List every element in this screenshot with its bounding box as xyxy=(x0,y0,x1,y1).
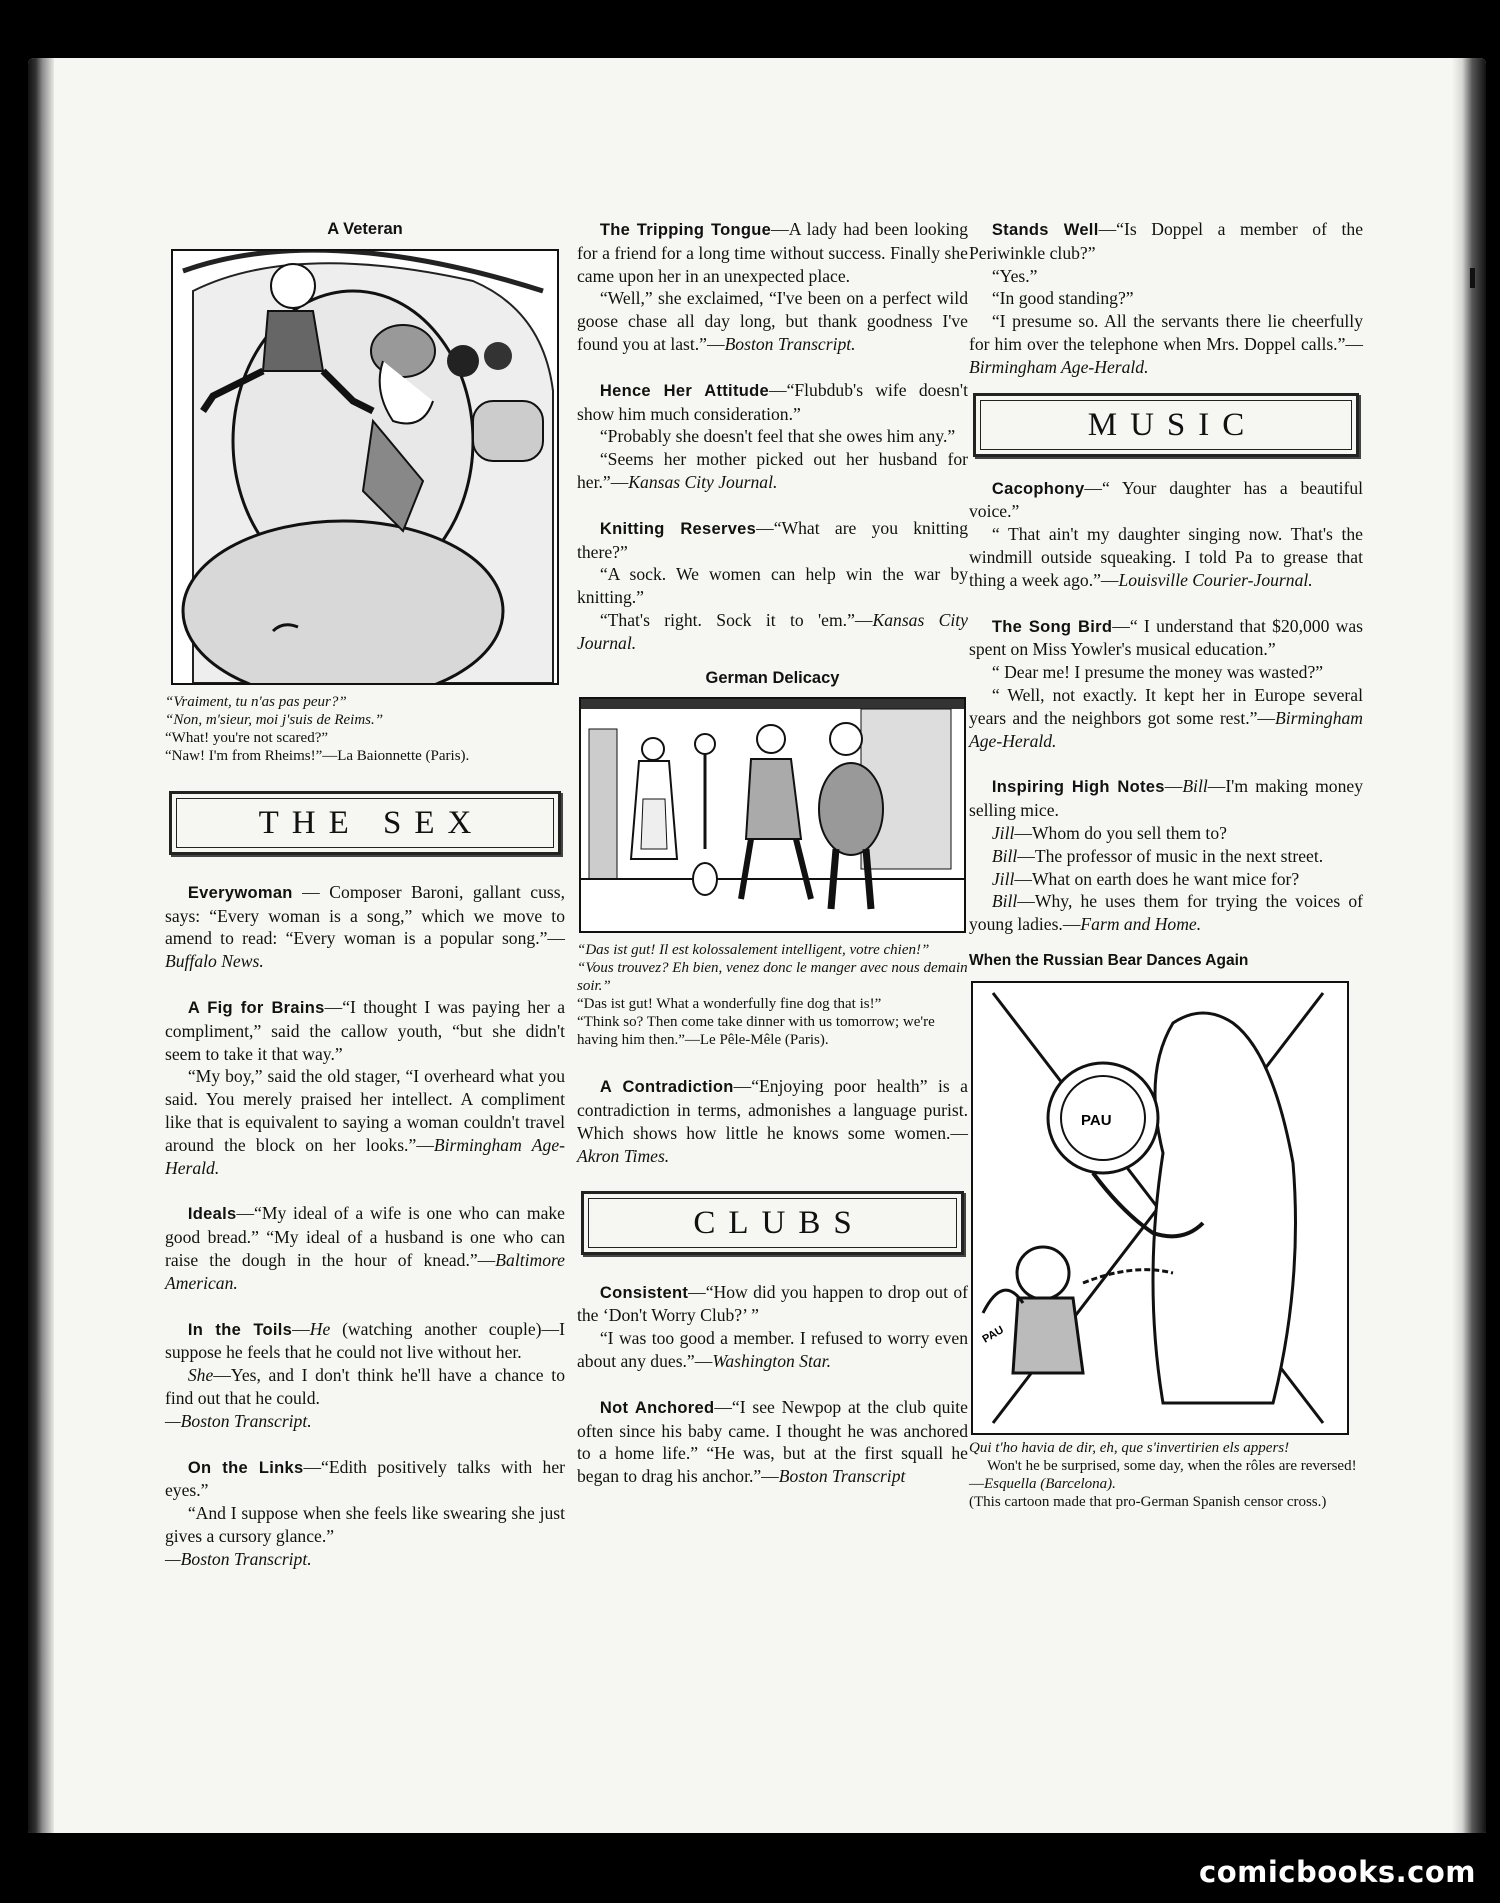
joke-source: Akron Times. xyxy=(577,1145,670,1166)
joke-text: —“ I understand that $20,000 was spent on Miss Yowler's musical education.” xyxy=(969,615,1363,660)
joke-source: Farm and Home. xyxy=(1080,914,1202,935)
joke-text: “Probably she doesn't feel that she owes him any.” xyxy=(599,426,956,447)
cartoon-caption xyxy=(577,941,968,1049)
joke-text: “Seems her mother picked out her husband for her.”— xyxy=(577,449,968,492)
joke-heading: The Song Bird xyxy=(991,617,1113,636)
joke-heading: Knitting Reserves xyxy=(599,519,757,538)
joke-text: —Whom do you sell them to? xyxy=(1014,822,1227,843)
joke-everywoman xyxy=(165,881,565,973)
joke-text: — Composer Baroni, gallant cuss, says: “Every woman is a song,” which we move to amend to read: “Every woman is a popular song.”— xyxy=(165,881,565,949)
speaker: Jill xyxy=(991,868,1015,889)
joke-source: Buffalo News. xyxy=(165,951,264,972)
joke-text: “A sock. We women can help win the war by knitting.” xyxy=(577,564,968,608)
speaker: Bill xyxy=(1182,776,1208,797)
soldier-label: PAU xyxy=(980,1323,1006,1346)
joke-text: —“My ideal of a wife is one who can make good bread.” “My ideal of a husband is one who can raise the dough in the hour of knead.”— xyxy=(165,1203,565,1270)
joke-text: —“ Your daughter has a beautiful voice.” xyxy=(969,477,1363,522)
joke-text: “Yes.” xyxy=(991,265,1038,286)
caption-line xyxy=(969,1457,1363,1493)
joke-knitting-reserves xyxy=(577,517,968,655)
joke-text: —Yes, and I don't think he'll have a chance to find out that he could. xyxy=(165,1365,565,1408)
joke-contradiction xyxy=(577,1075,968,1167)
joke-heading: The Tripping Tongue xyxy=(599,221,772,239)
joke-text: “Well,” she exclaimed, “I've been on a perfect wild goose chase all day long, but thank goodness I've found you at last.”— xyxy=(577,288,968,354)
caption-line: “Non, m'sieur, moi j'suis de Reims.” xyxy=(165,711,384,728)
joke-text: —“Flubdub's wife doesn't show him much consideration.” xyxy=(577,379,968,424)
joke-text: —A lady had been looking for a friend for a long time without success. Finally she came upon her in an unexpected place. xyxy=(577,219,968,286)
caption-text: Won't he be surprised, some day, when the rôles are reversed!— xyxy=(969,1457,1357,1492)
cartoon-caption xyxy=(165,693,565,765)
joke-heading: A Fig for Brains xyxy=(187,998,325,1017)
joke-text: —“Edith positively talks with her eyes.” xyxy=(165,1456,566,1501)
caption-source: Esquella (Barcelona). xyxy=(984,1475,1116,1492)
joke-text: —“How did you happen to drop out of the ‘Don't Worry Club?’ ” xyxy=(577,1281,968,1326)
joke-source: Baltimore American. xyxy=(165,1249,565,1293)
joke-source: Birmingham Age-Herald. xyxy=(969,707,1363,751)
joke-text: —“What are you knitting there?” xyxy=(577,517,968,562)
column-1 xyxy=(165,218,565,1594)
joke-source: Boston Transcript xyxy=(778,1466,906,1487)
caption-line: “Naw! I'm from Rheims!”—La Baionnette (Paris). xyxy=(165,747,470,764)
caption-line: “Vraiment, tu n'as pas peur?” xyxy=(165,693,347,710)
column-3 xyxy=(969,218,1363,1537)
page-mark xyxy=(1470,268,1475,288)
joke-text: —I'm making money selling mice. xyxy=(969,776,1363,821)
joke-not-anchored xyxy=(577,1396,968,1488)
joke-heading: Hence Her Attitude xyxy=(599,381,769,400)
joke-heading: Cacophony xyxy=(991,479,1085,498)
joke-fig-for-brains xyxy=(165,996,565,1179)
joke-text: (watching another couple)—I suppose he feels that he could not live without her. xyxy=(165,1318,565,1363)
joke-text: —The professor of music in the next street. xyxy=(1017,845,1324,866)
cartoon-title: German Delicacy xyxy=(705,668,840,687)
caption-line: (This cartoon made that pro-German Spanish censor cross.) xyxy=(969,1493,1327,1510)
joke-cacophony xyxy=(969,477,1363,592)
veteran-cartoon-illustration xyxy=(171,249,559,685)
section-heading-clubs xyxy=(581,1191,964,1255)
speaker: He xyxy=(309,1318,331,1339)
caption-line: “Das ist gut! What a wonderfully fine dog that is!” xyxy=(577,996,882,1013)
book-spine-shadow xyxy=(28,58,54,1833)
joke-text: “And I suppose when she feels like swearing she just gives a cursory glance.” xyxy=(165,1503,565,1546)
caption-line: “Das ist gut! Il est kolossalement intelligent, votre chien!” xyxy=(577,942,930,959)
joke-heading: On the Links xyxy=(187,1458,304,1477)
speaker: Bill xyxy=(991,891,1018,912)
joke-text: “My boy,” said the old stager, “I overheard what you said. You merely praised her intellect. A compliment like that is equivalent to saying a woman couldn't travel around the block on her looks.”— xyxy=(165,1066,565,1155)
joke-text: “ Well, not exactly. It kept her in Europe several years and the neighbors got some rest.”— xyxy=(969,684,1363,728)
joke-text: —“I thought I was paying her a compliment,” said the callow youth, “but she didn't seem to take it that way.” xyxy=(165,996,565,1064)
caption-line: “What! you're not scared?” xyxy=(165,729,329,746)
joke-heading: Ideals xyxy=(187,1205,237,1224)
watermark-logo: comicbooks.com xyxy=(1199,1855,1476,1889)
magazine-page xyxy=(28,58,1486,1833)
cartoon-title: A Veteran xyxy=(327,220,403,238)
joke-text: “ That ain't my daughter singing now. That's the windmill outside squeaking. I told Pa to grease that thing a week ago.”— xyxy=(969,524,1363,590)
german-delicacy-cartoon-illustration xyxy=(579,697,966,933)
joke-stands-well xyxy=(969,218,1363,379)
section-heading-the-sex xyxy=(169,791,561,855)
joke-heading: Not Anchored xyxy=(599,1398,715,1417)
speaker: Bill xyxy=(991,845,1018,866)
column-2 xyxy=(577,218,968,1511)
joke-ideals xyxy=(165,1202,565,1294)
joke-text: —“I see Newpop at the club quite often since his baby came. I thought he was anchored to a home life.” “He was, but at the first squall he began to drag his anchor.”— xyxy=(577,1396,968,1487)
joke-text: —“Enjoying poor health” is a contradiction in terms, admonishes a language purist. Which shows how little he knows some women.— xyxy=(577,1076,968,1143)
joke-hence-her-attitude xyxy=(577,379,968,494)
joke-heading: Everywoman xyxy=(187,883,293,902)
joke-text: “That's right. Sock it to 'em.”— xyxy=(599,609,873,630)
joke-on-the-links xyxy=(165,1456,565,1571)
speaker: She xyxy=(187,1365,214,1386)
joke-heading: Consistent xyxy=(599,1283,689,1302)
joke-source: —Boston Transcript. xyxy=(165,1410,312,1431)
joke-source: Kansas City Journal. xyxy=(577,609,968,653)
joke-heading: Stands Well xyxy=(991,221,1099,239)
joke-song-bird xyxy=(969,615,1363,753)
joke-consistent xyxy=(577,1281,968,1373)
caption-line: Qui t'ho havia de dir, eh, que s'invertirien els appers! xyxy=(969,1439,1290,1456)
section-heading-text: THE SEX xyxy=(176,798,554,848)
joke-source: Louisville Courier-Journal. xyxy=(1118,569,1313,590)
joke-text: —What on earth does he want mice for? xyxy=(1014,868,1300,889)
section-heading-text: MUSIC xyxy=(980,400,1352,450)
joke-source: Birmingham Age-Herald. xyxy=(969,356,1149,377)
joke-source: Kansas City Journal. xyxy=(628,471,778,492)
cartoon-caption xyxy=(969,1439,1363,1511)
cartoon-title: When the Russian Bear Dances Again xyxy=(969,951,1249,969)
joke-source: Birmingham Age-Herald. xyxy=(165,1134,565,1178)
russian-bear-cartoon-illustration xyxy=(971,981,1349,1435)
joke-text: “ Dear me! I presume the money was wasted?” xyxy=(991,662,1324,683)
caption-line: “Think so? Then come take dinner with us tomorrow; we're having him then.”—Le Pêle-Mêle (Paris). xyxy=(577,1014,935,1049)
joke-text: —“Is Doppel a member of the Periwinkle club?” xyxy=(969,219,1363,263)
caption-line: “Vous trouvez? Eh bien, venez donc le manger avec nous demain soir.” xyxy=(577,960,968,995)
joke-text: “I presume so. All the servants there lie cheerfully for him over the telephone when Mrs. Doppel calls.”— xyxy=(969,311,1363,354)
joke-text: —Why, he uses them for trying the voices of young ladies.— xyxy=(969,891,1363,935)
joke-inspiring-high-notes: Inspiring High Notes—Bill—I'm making money selling mice. Jill—Whom do you sell them to? Bill—The professor of music in the next street. Jill—What on earth does he want mice for? Bill—Why, he uses them for trying the voices of young ladies.—Farm and Home. xyxy=(969,776,1363,935)
speaker: Jill xyxy=(991,822,1015,843)
section-heading-music xyxy=(973,393,1359,457)
joke-source: Washington Star. xyxy=(712,1350,831,1371)
joke-heading: In the Toils xyxy=(187,1320,293,1339)
joke-tripping-tongue xyxy=(577,218,968,356)
joke-text: “I was too good a member. I refused to worry even about any dues.”— xyxy=(577,1328,968,1371)
joke-source: —Boston Transcript. xyxy=(165,1548,312,1569)
page-edge-shadow xyxy=(1452,58,1486,1833)
joke-heading: Inspiring High Notes xyxy=(991,778,1165,797)
drum-label: PAU xyxy=(1081,1111,1112,1129)
joke-text: “In good standing?” xyxy=(991,288,1134,309)
joke-heading: A Contradiction xyxy=(599,1078,734,1097)
joke-source: Boston Transcript. xyxy=(724,333,856,354)
section-heading-text: CLUBS xyxy=(588,1198,957,1248)
joke-in-the-toils: In the Toils—He (watching another couple)—I suppose he feels that he could not live without her. She—Yes, and I don't think he'll have a chance to find out that he could. —Boston Transcript. xyxy=(165,1318,565,1431)
